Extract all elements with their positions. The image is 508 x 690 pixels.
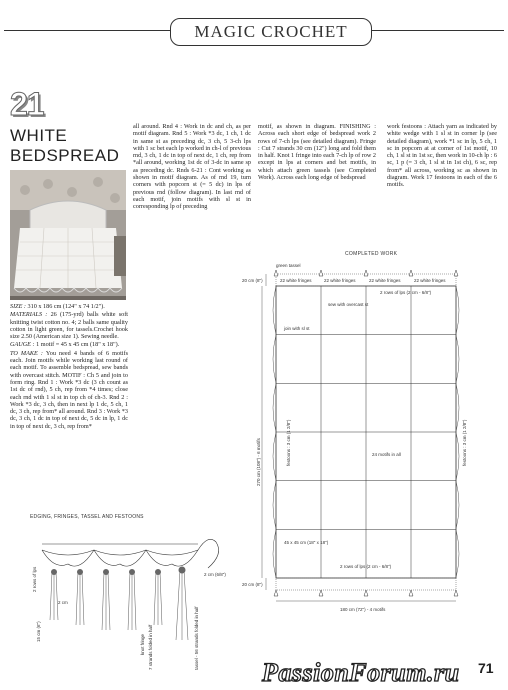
completed-work-title: COMPLETED WORK — [345, 251, 398, 257]
edge-bottom-label: 20 cm (8") — [242, 582, 263, 587]
edging-title: EDGING, FRINGES, TASSEL AND FESTOONS — [30, 514, 144, 520]
materials-paragraph: MATERIALS : 26 (175-yrd) balls white soft knitting twist cotton no. 4; 2 balls same quality cotton in light green, for tassels.Crochet hook size 2.50 (American size 1). Sewing needle. — [10, 311, 129, 341]
height-label: 270 cm (108") - 6 motifs — [256, 438, 261, 486]
bedspread-photo — [10, 170, 126, 300]
festoons-right-label: festoons : 3 cm (1 2/8") — [462, 419, 467, 466]
edge-top-label: 20 cm (8") — [242, 278, 263, 283]
magazine-title: MAGIC CROCHET — [170, 18, 372, 46]
pattern-title-line2: BEDSPREAD — [10, 146, 120, 165]
instructions-column-1 — [10, 303, 128, 431]
page-number: 71 — [478, 660, 494, 676]
pattern-number: 21 — [10, 86, 44, 122]
instructions-column-3: motif, as shown in diagram. FINISHING : Across each short edge of bedspread work 2 rows of 7-ch lps (see detailed diagram). Fringe : Cut 7 strands 30 cm (12") long and fold them in half. Knot 1 fringe into each 7-ch lp of row 2 except in lps at corners and bet motifs, in which attach green tassels (see Completed Work). Across each long edge of bedspread — [258, 123, 376, 182]
white-fringes-label-3: 22 white fringes — [369, 278, 401, 283]
size-paragraph: SIZE : 310 x 186 cm (124" x 74 1/2"). — [10, 303, 105, 310]
knot-fringe-label: knot fringe — [140, 633, 145, 655]
bedspread-photo-image — [10, 170, 126, 300]
width-label: 180 cm (72") - 4 motifs — [340, 607, 386, 612]
white-fringes-label-2: 22 white fringes — [324, 278, 356, 283]
join-label: join with sl st — [284, 326, 310, 331]
gauge-paragraph: GAUGE : 1 motif = 45 x 45 cm (18" x 18"). — [10, 341, 120, 349]
sew-label: sew with overcast st — [328, 302, 369, 307]
edging-diagram — [28, 520, 238, 690]
festoons-left-label: festoons : 3 cm (1 2/8") — [286, 419, 291, 466]
white-fringes-label-4: 22 white fringes — [414, 278, 446, 283]
tassel-strands-label: tassel - 56 strands folded in half — [194, 606, 199, 670]
rows-bottom-label: 2 rows of lps (2 cm - 6/8") — [340, 564, 392, 569]
completed-work-diagram — [240, 256, 502, 616]
edging-dimension-label: 2 cm (6/8") — [204, 572, 226, 577]
strands-fringe-label: 7 strands folded in half — [148, 624, 153, 670]
pattern-title-line1: WHITE — [10, 126, 68, 145]
edging-small-label: 2 cm — [58, 600, 68, 605]
motifs-label: 24 motifs in all — [372, 452, 401, 457]
white-fringes-label-1: 22 white fringes — [280, 278, 312, 283]
watermark: PassionForum.ru — [262, 658, 460, 687]
instructions-column-2: all around. Rnd 4 : Work in dc and ch, as per motif diagram. Rnd 5 : Work *3 dc, 1 ch, 1 dc in same st as preceding dc, 3 ch, 5 3-ch lps with 1 sc bet each lp worked in ch-l of previous rnd, 3 ch, 1 dc in top of next dc, 1 ch, rep from *all around, working 1st dc of 3-dc in same sp as preceding dc. Rnds 6-21 : Cont working as shown in motif diagram. As of rnd 19, turn corners with popcorn st (= 5 dc) in lps of previous rnd (follow diagram). In last rnd of each motif, join motifs with sl st in corresponding lp of preceding — [133, 123, 251, 211]
rows-label: 2 rows of lps — [32, 566, 37, 592]
rows-top-label: 2 rows of lps (2 cm - 6/8") — [380, 290, 432, 295]
motif-size-label: 45 x 45 cm (18" x 18") — [284, 540, 329, 545]
pattern-title — [10, 126, 119, 166]
green-tassel-label: green tassel — [276, 263, 301, 268]
instructions-column-4: work festoons : Attach yarn as indicated by white wedge with 1 sl st in corner lp (see detailed diagram), work *1 sc in lp, 5 ch, 1 sc in popcorn at at corner of 1st motif, 10 ch, 1 sl st in 1st sc, then work in 10-ch lp : 6 sc, 1 p (= 3 ch, 1 sl st in 1st ch), 6 sc, rep from* all across, working sc as shown in diagram. Work 17 festoons in each of the 6 motifs. — [387, 123, 497, 189]
tassel-length-label: 15 cm (6") — [36, 621, 41, 642]
to-make-paragraph: TO MAKE : You need 4 bands of 6 motifs each. Join motifs while working last round of each motif. To assemble bedspread, sew bands with overcast stitch. MOTIF : Ch 5 and join to form ring. Rnd 1 : Work *3 dc (3 ch count as 1st dc of rnd), 5 ch, rep from *4 times; close each rnd with 1 sl st in top ch of ch-3. Rnd 2 : Work *3 dc, 3 ch, then in next lp 1 dc, 5 ch, 1 dc, 3 ch, rep from* all around. Rnd 3 : Work *3 dc, 3 ch, 1 dc in top of next dc, 5 dc in lp, 1 dc in top of next dc, 3 ch, rep from* — [10, 349, 128, 430]
